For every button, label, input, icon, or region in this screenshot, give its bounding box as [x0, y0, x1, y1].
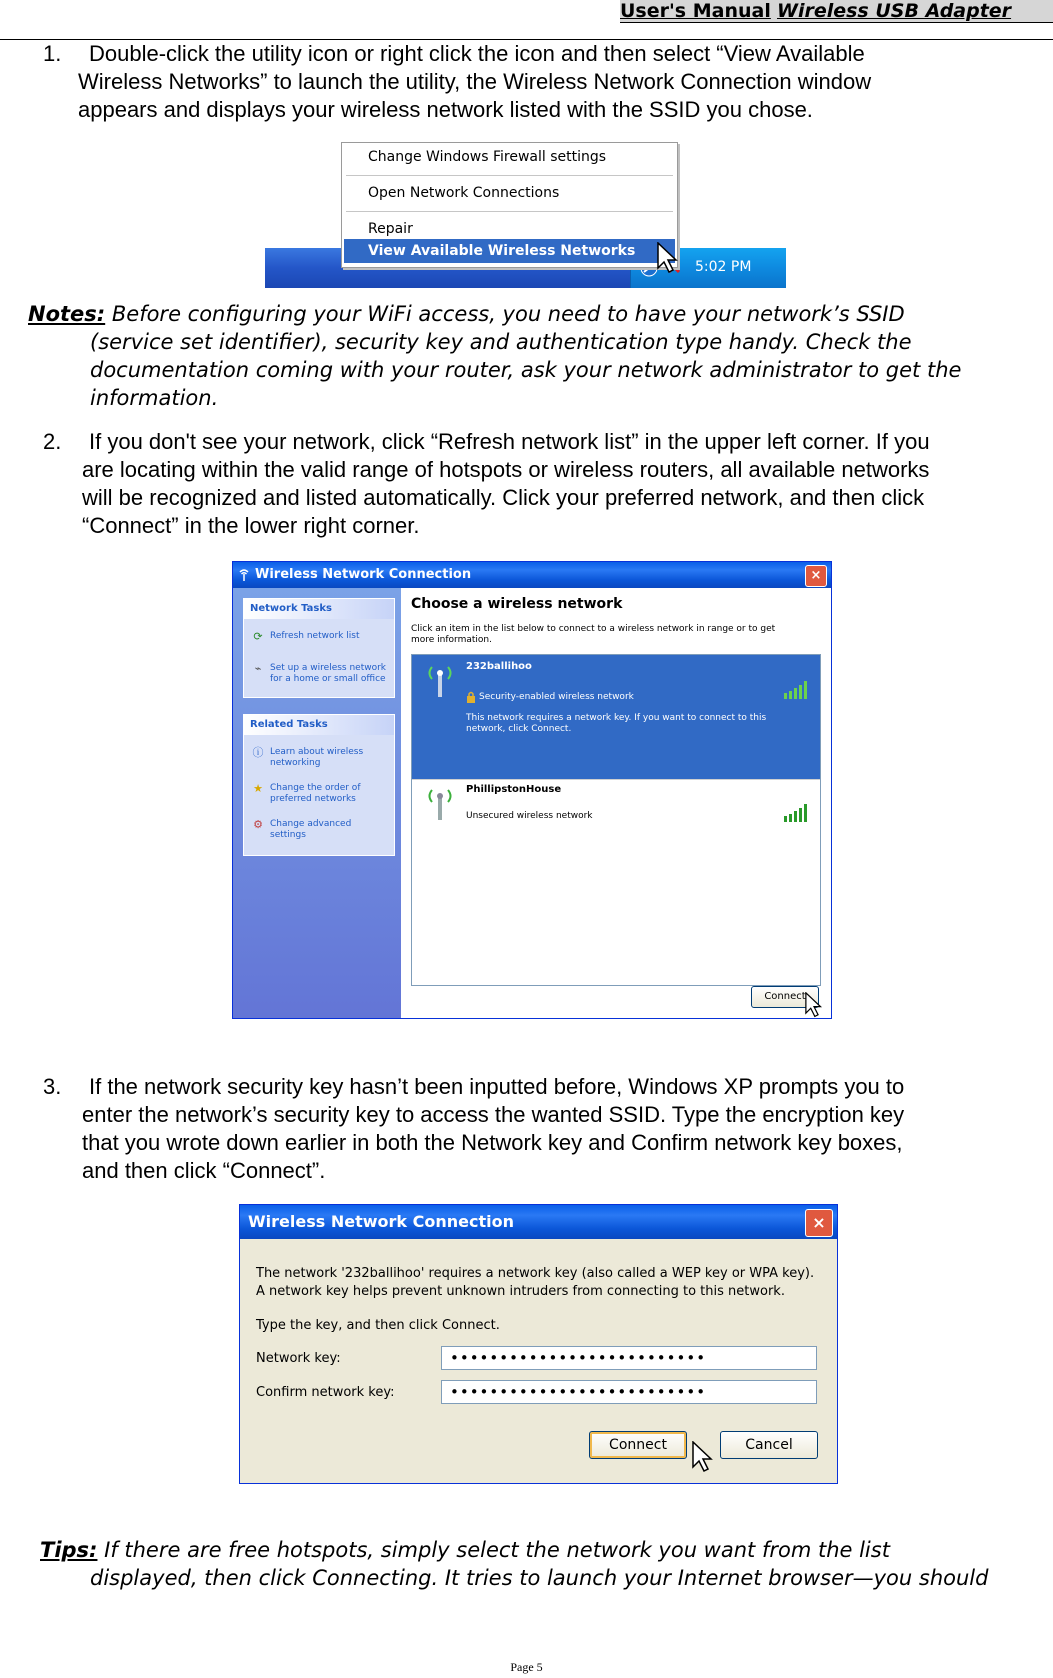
change-order-link[interactable]: Change the order of preferred networks [270, 783, 361, 804]
notes-block [28, 300, 1028, 412]
dialog-instruction: Type the key, and then click Connect. [256, 1318, 500, 1333]
network-key-dialog [239, 1204, 838, 1484]
pane-heading: Choose a wireless network [411, 596, 623, 612]
context-menu [341, 142, 678, 268]
lock-icon [466, 691, 476, 703]
window-title: Wireless Network Connection [255, 567, 472, 582]
tips-label: Tips: [40, 1538, 98, 1562]
notes-line: information. [90, 386, 219, 410]
confirm-key-label: Confirm network key: [256, 1385, 395, 1400]
network-security: Unsecured wireless network [466, 811, 593, 821]
notes-label: Notes: [28, 302, 106, 326]
info-icon: ⓘ [252, 747, 264, 759]
setup-network-link[interactable]: Set up a wireless network for a home or small office [270, 663, 387, 684]
mouse-cursor-icon [692, 1441, 714, 1473]
step-line: appears and displays your wireless network listed with the SSID you chose. [78, 97, 813, 122]
wireless-icon [237, 568, 251, 582]
settings-icon: ⚙ [253, 819, 263, 831]
tips-text: If there are free hotspots, simply select the network you want from the list [97, 1538, 890, 1562]
dialog-titlebar [240, 1205, 837, 1239]
step-line: enter the network’s security key to access the wanted SSID. Type the encryption key [82, 1102, 905, 1127]
tips-block [40, 1536, 1040, 1592]
connect-button[interactable]: Connect [751, 986, 819, 1008]
confirm-key-input[interactable]: •••••••••••••••••••••••••• [441, 1380, 817, 1404]
network-list [411, 654, 821, 986]
step-number: 1. [43, 41, 62, 66]
menu-separator [346, 175, 673, 176]
step-line: Double-click the utility icon or right click the icon and then select “View Available [89, 41, 865, 66]
notes-line: (service set identifier), security key and authentication type handy. Check the [90, 330, 912, 354]
network-tasks-heading: Network Tasks [244, 599, 394, 619]
step-line: Wireless Networks” to launch the utility, the Wireless Network Connection window [78, 69, 872, 94]
menu-item-view-wireless-networks[interactable]: View Available Wireless Networks [344, 239, 675, 263]
mouse-cursor-icon [805, 992, 823, 1018]
dialog-message: The network '232ballihoo' requires a network key (also called a WEP key or WPA key). A network key helps prevent unknown intruders from connecting to this network. [256, 1266, 815, 1299]
network-name: PhillipstonHouse [466, 784, 562, 795]
network-tasks-box [243, 598, 395, 698]
header-manual-label: User's Manual [620, 0, 771, 22]
window-titlebar [233, 562, 831, 588]
related-tasks-heading: Related Tasks [244, 715, 394, 735]
running-header [620, 0, 1053, 23]
step-line: are locating within the valid range of hotspots or wireless routers, all available networks [82, 457, 930, 482]
learn-wireless-link[interactable]: Learn about wireless networking [270, 747, 364, 768]
tray-menu-screenshot [265, 142, 786, 288]
step-line: will be recognized and listed automatically. Click your preferred network, and then click [82, 485, 925, 510]
network-item-selected[interactable] [412, 655, 820, 779]
close-button[interactable]: × [805, 1209, 833, 1237]
network-description: This network requires a network key. If you want to connect to this network, click Connect. [466, 713, 767, 734]
related-tasks-box [243, 714, 395, 856]
network-key-label: Network key: [256, 1351, 341, 1366]
signal-strength-icon [784, 804, 810, 822]
menu-item-open-connections[interactable]: Open Network Connections [368, 185, 560, 201]
step-line: and then click “Connect”. [82, 1158, 326, 1183]
network-security: Security-enabled wireless network [479, 692, 634, 702]
step-number: 3. [43, 1074, 62, 1099]
step-2 [43, 428, 1048, 540]
tips-line: displayed, then click Connecting. It tries to launch your Internet browser—you should [90, 1566, 989, 1590]
network-name: 232ballihoo [466, 661, 532, 672]
setup-network-icon: ⌁ [254, 663, 262, 675]
step-3 [43, 1073, 1023, 1185]
menu-item-repair[interactable]: Repair [368, 221, 413, 237]
menu-separator [346, 211, 673, 212]
network-key-input[interactable]: •••••••••••••••••••••••••• [441, 1346, 817, 1370]
refresh-network-list-link[interactable]: Refresh network list [270, 631, 360, 641]
menu-item-firewall[interactable]: Change Windows Firewall settings [368, 149, 607, 165]
step-line: If the network security key hasn’t been inputted before, Windows XP prompts you to [89, 1074, 905, 1099]
main-pane [401, 588, 831, 1018]
dialog-title: Wireless Network Connection [248, 1212, 514, 1231]
wireless-network-connection-window [232, 561, 832, 1019]
notes-text: Before configuring your WiFi access, you need to have your network’s SSID [105, 302, 905, 326]
pane-instruction: Click an item in the list below to connect to a wireless network in range or to get more information. [411, 624, 776, 645]
advanced-settings-link[interactable]: Change advanced settings [270, 819, 352, 840]
signal-strength-icon [784, 681, 810, 699]
refresh-icon: ⟳ [253, 631, 263, 643]
cancel-button[interactable]: Cancel [720, 1431, 818, 1459]
notes-line: documentation coming with your router, ask your network administrator to get the [90, 358, 962, 382]
network-item[interactable] [412, 780, 820, 826]
antenna-icon [424, 786, 456, 822]
header-product-label: Wireless USB Adapter [777, 0, 1012, 22]
page-number: Page 5 [510, 1660, 543, 1674]
step-number: 2. [43, 429, 62, 454]
step-line: “Connect” in the lower right corner. [82, 513, 420, 538]
star-icon: ★ [253, 783, 263, 795]
close-button[interactable]: × [805, 565, 827, 587]
step-1 [43, 40, 1003, 124]
antenna-icon [424, 663, 456, 699]
step-line: that you wrote down earlier in both the Network key and Confirm network key boxes, [82, 1130, 903, 1155]
step-line: If you don't see your network, click “Refresh network list” in the upper left corner. If you [89, 429, 930, 454]
tray-clock: 5:02 PM [695, 259, 752, 275]
mouse-cursor-icon [657, 242, 679, 274]
task-pane [233, 588, 401, 1018]
connect-button[interactable]: Connect [589, 1431, 687, 1459]
